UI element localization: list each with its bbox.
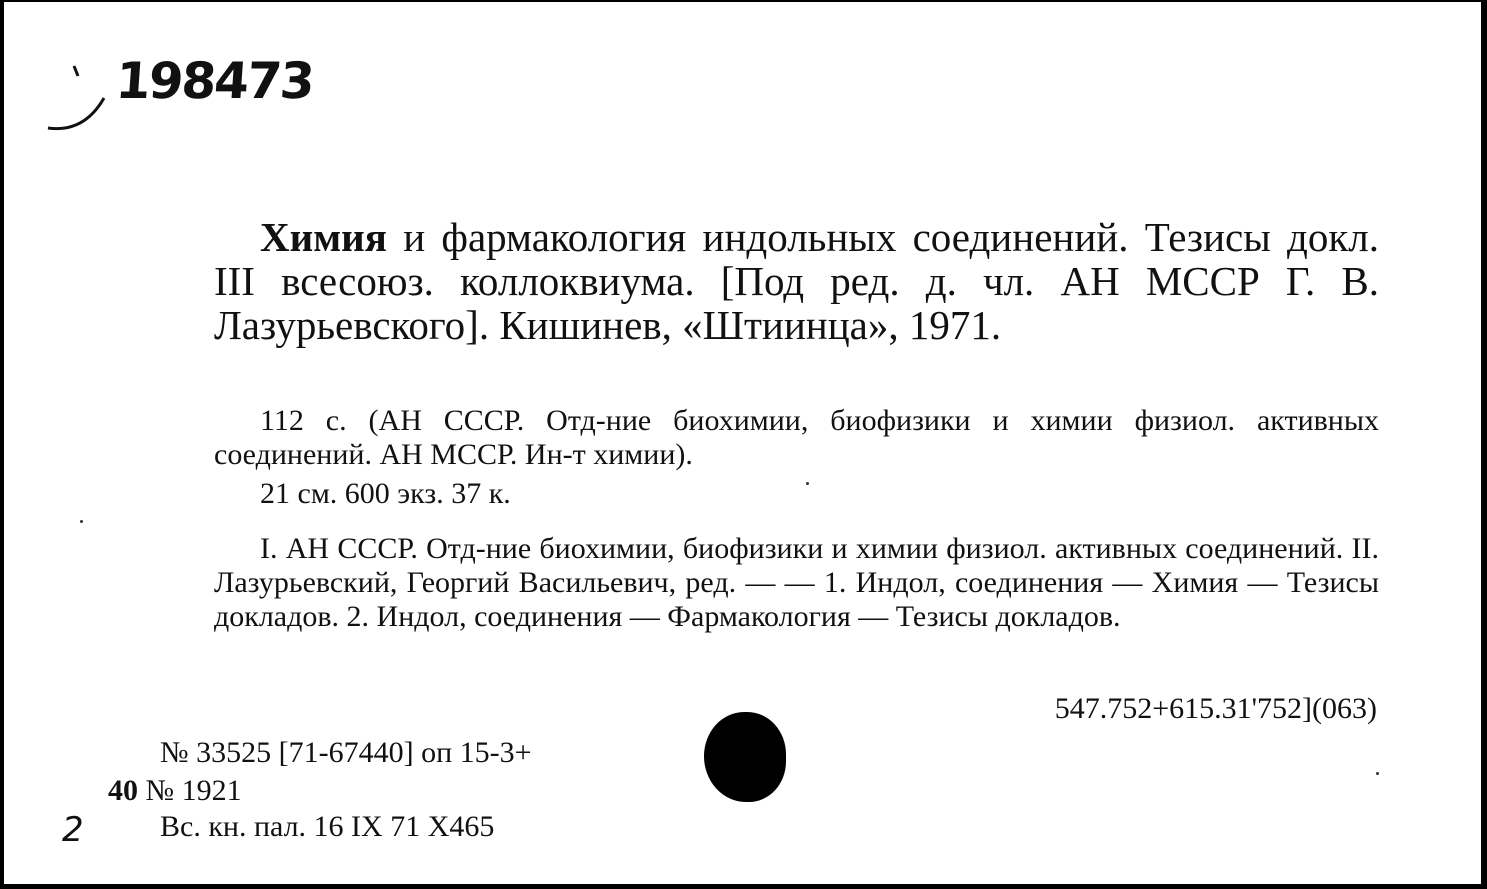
physical-desc-text: 112 с. (АН СССР. Отд-ние биохимии, биофизики и химии физиол. активных соединений. АН МССР. Ин-т химии). [214,404,1379,471]
inventory-number: 198473 [113,52,315,110]
udc-classification: 547.752+615.31'752](063) [1054,692,1377,725]
speck-icon [1376,772,1379,775]
physical-description [214,404,1379,472]
ink-blot-icon [704,712,786,802]
tracings-text: I. АН СССР. Отд-ние биохимии, биофизики и химии физиол. активных соединений. II. Лазурьевский, Георгий Васильевич, ред. — — 1. Индол, соединения — Химия — Тезисы докладов. 2. Индол, соединения — Фармакология — Тезисы докладов. [214,532,1379,633]
card-count-prefix: 40 [108,774,138,807]
speck-icon [806,482,809,485]
size-copies-price-text: 21 см. 600 экз. 37 к. [260,477,511,510]
handwritten-stroke-icon [44,58,124,138]
speck-icon [80,520,83,523]
title-heading: Химия [260,214,387,260]
subject-tracings [214,532,1379,634]
handwritten-mark: 2 [62,810,84,850]
card-number-line [108,774,242,808]
title-details: и фармакология индольных соединений. Тезисы докл. III всесоюз. коллоквиума. [Под ред. д. чл. АН МССР Г. В. Лазурьевского]. Кишинев, «Штиинца», 1971. [214,214,1379,348]
catalog-card [4,2,1481,884]
size-copies-price [214,477,1379,511]
order-line: № 33525 [71-67440] оп 15-3+ [160,736,532,769]
card-number: № 1921 [145,774,242,807]
bibliographic-description [214,215,1379,347]
bookchamber-line: Вс. кн. пал. 16 IX 71 Х465 [160,810,495,843]
